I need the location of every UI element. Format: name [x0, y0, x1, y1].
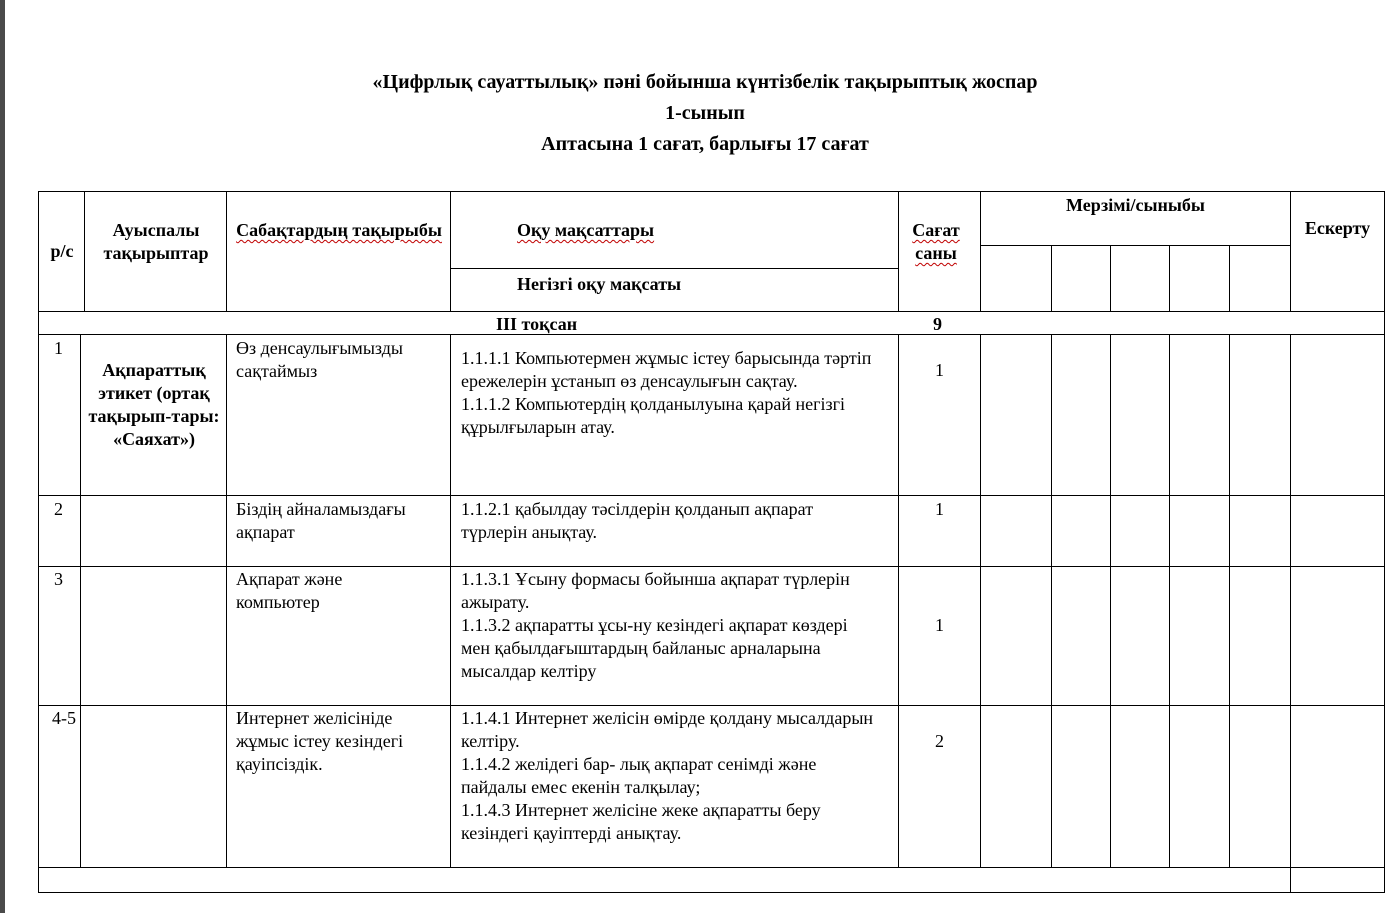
row-num: 2	[54, 499, 63, 519]
row-topic: Өз денсаулығымызды сақтаймыз	[236, 338, 403, 381]
document-grade: 1-сынып	[665, 102, 745, 124]
header-topics: Ауыспалы тақырыптар	[103, 220, 209, 263]
header-lesson-topics: Сабақтардың тақырыбы	[236, 220, 442, 240]
row-hours: 2	[935, 731, 944, 751]
row-objectives: 1.1.4.1 Интернет желісін өмірде қолдану мысалдарын келтіру. 1.1.4.2 желідегі бар- лық ақпарат сенімді және пайдалы емес екенін талқылау; 1.1.4.3 Интернет желісіне жеке ақпаратты беру кезіндегі қауіптерді анықтау.	[461, 708, 874, 843]
row-topic: Интернет желісініде жұмыс істеу кезіндегі қауіпсіздік.	[236, 708, 404, 774]
row-objectives: 1.1.2.1 қабылдау тәсілдерін қолданып ақпарат түрлерін анықтау.	[461, 499, 814, 542]
row-hours: 1	[935, 360, 944, 380]
row-topic: Ақпарат және компьютер	[236, 569, 343, 612]
header-hours: Сағат саны	[912, 220, 960, 263]
row-objectives: 1.1.3.1 Ұсыну формасы бойынша ақпарат түрлерін ажырату. 1.1.3.2 ақпаратты ұсы-ну кезіндегі ақпарат көздері мен қабылдағыштардың байланыс арналарына мысалдар келтіру	[461, 569, 850, 681]
row-hours: 1	[935, 615, 944, 635]
header-dates: Мерзімі/сыныбы	[1066, 195, 1205, 215]
header-objectives: Оқу мақсаттары	[517, 220, 655, 240]
quarter-hours: 9	[933, 314, 942, 334]
row-objectives: 1.1.1.1 Компьютермен жұмыс істеу барысында тәртіп ережелерін ұстанып өз денсаулығын сақтау. 1.1.1.2 Компьютердің қолданылуына қарай негізгі құрылғыларын атау.	[461, 348, 872, 437]
row-topic: Біздің айналамыздағы ақпарат	[236, 499, 406, 542]
row-num: 1	[54, 338, 63, 358]
row-hours: 1	[935, 499, 944, 519]
row-num: 4-5	[52, 708, 76, 728]
document-title: «Цифрлық сауаттылық» пәні бойынша күнтізбелік тақырыптық жоспар	[372, 71, 1038, 93]
header-num: р/с	[50, 241, 74, 261]
quarter-label: III тоқсан	[496, 314, 578, 334]
row-num: 3	[54, 569, 63, 589]
section-topic: Ақпараттық этикет (ортақ тақырып-тары: «Саяхат»)	[88, 360, 220, 449]
header-main-objective: Негізгі оқу мақсаты	[517, 274, 682, 294]
document-hours-summary: Аптасына 1 сағат, барлығы 17 сағат	[541, 133, 869, 155]
header-note: Ескерту	[1304, 218, 1371, 238]
